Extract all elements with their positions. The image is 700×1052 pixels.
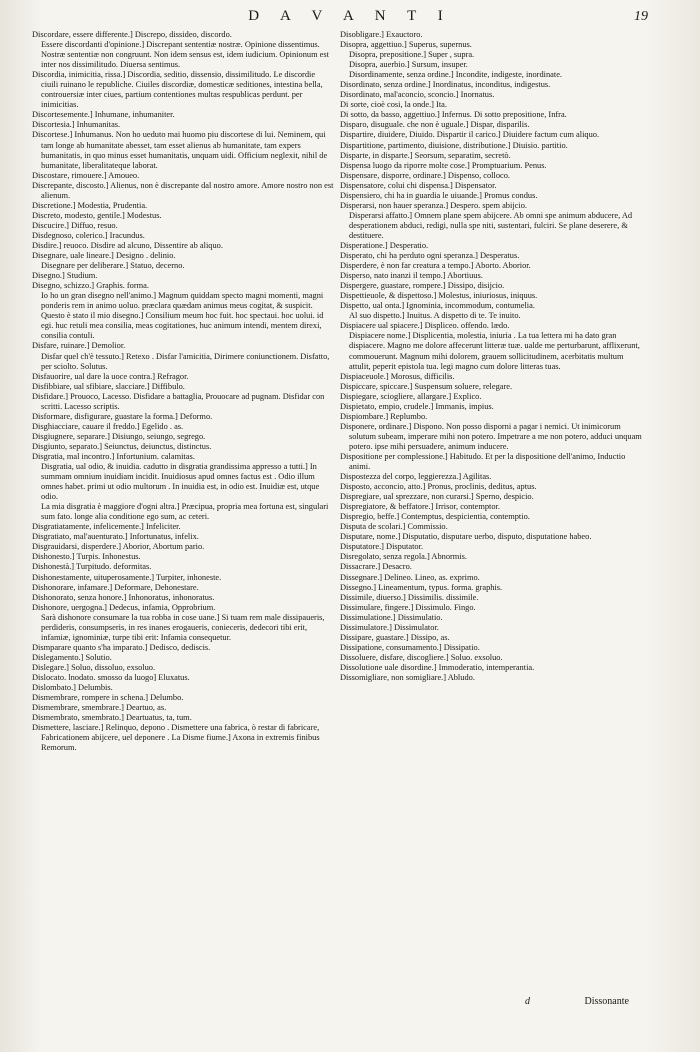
dictionary-entry: Discordare, essere differente.] Discrepo, dissideo, discordo. <box>32 30 232 39</box>
dictionary-entry: Essere discordanti d'opinione.] Discrepant sententiæ nostræ. Opinione dissentimus. Nostræ sententiæ non congruunt. Non idem sensus est, idem iudicium. Opinionum est inter nos dissimilitudo. Diuersa sentimus. <box>41 40 329 70</box>
dictionary-entry: Disopra, auerbio.] Sursum, insuper. <box>349 60 468 70</box>
dictionary-entry: Dissomigliare, non somigliare.] Abludo. <box>340 673 475 682</box>
dictionary-entry: Discortesia.] Inhumanitas. <box>32 120 121 130</box>
dictionary-entry: Disfar quel ch'è tessuto.] Retexo . Disfar l'amicitia, Dirimere coniunctionem. Disfatto, per sciolto. Solutus. <box>41 351 330 371</box>
dictionary-entry: Discrepante, discosto.] Alienus, non è discrepante dal nostro amore. Amore nostro non est alienum. <box>32 180 334 200</box>
dictionary-entry: Disghiacciare, cauare il freddo.] Egelido . as. <box>32 421 184 431</box>
dictionary-entry: Dissimulatore.] Dissimulator. <box>340 622 439 632</box>
running-title: D A V A N T I <box>248 8 452 24</box>
dictionary-entry: Discortese.] Inhumanus. Non ho ueduto mai huomo piu discortese di lui. Neminem, qui tam longe ab humanitate abesset, tam esset alienus ab humanitate, tam expers humanitatis, in quo minus esset humanitatis, unquam uidi. Officium neglexit, nihil de humanitate, liberalitateque laborat. <box>32 130 328 170</box>
dictionary-entry: Disperatione.] Desperatio. <box>340 240 429 250</box>
dictionary-entry: Dishonesto.] Turpis. Inhonestus. <box>32 552 141 562</box>
dictionary-entry: Dispiacere nome.] Displicentia, molestia, iniuria . La tua lettera mi ha dato gran dispiacere. Magno me dolore affecerunt litteræ tuæ. ualde me perturbarunt, afflixerunt, commouerunt. Magnum mihi dolorem, grauem sollicitudinem, acerbitatis multum attulit, peperit epistola tua. legi magno cum dolore litteras tuas. <box>349 331 640 371</box>
dictionary-entry: Dishonorato, senza honore.] Inhonoratus, inhonoratus. <box>32 592 215 602</box>
dictionary-entry: Disegnare per deliberare.] Statuo, decerno. <box>41 261 185 271</box>
dictionary-entry: Dispiegare, sciogliere, allargare.] Explico. <box>340 391 482 401</box>
dictionary-entry: Dissimile, diuerso.] Dissimilis. dissimile. <box>340 592 479 602</box>
dictionary-entry: Dispiccare, spiccare.] Suspensum soluere, relegare. <box>340 381 513 391</box>
dictionary-entry: Dispregio, beffe.] Contemptus, despicientia, contemptio. <box>340 512 530 522</box>
dictionary-entry: Dismembrare, rompere in schena.] Delumbo. <box>32 693 184 703</box>
dictionary-entry: Dislocato. lnodato. smosso da luogo] Eluxatus. <box>32 673 190 682</box>
dictionary-entry: Disfauorire, ual dare la uoce contra.] Refragor. <box>32 371 189 381</box>
dictionary-entry: Disregolato, senza regola.] Abnormis. <box>340 552 467 562</box>
dictionary-entry: Disgrauidarsi, disperdere.] Aborior, Abortum pario. <box>32 542 205 552</box>
dictionary-entry: Disordinato, mal'aconcio, sconcio.] Inornatus. <box>340 90 495 100</box>
dictionary-entry: Dissegno.] Lineamentum, typus. forma. graphis. <box>340 582 503 592</box>
dictionary-entry: Disformare, disfigurare, guastare la forma.] Deformo. <box>32 411 213 421</box>
dictionary-entry: Al suo dispetto.] Inuitus. A dispetto di te. Te inuito. <box>349 311 521 321</box>
dictionary-entry: Dispietato, empio, crudele.] Immanis, impius. <box>340 401 494 411</box>
dictionary-entry: Dispiacere ual spiacere.] Displiceo. offendo. lædo. <box>340 321 510 331</box>
dictionary-entry: Disgratia, mal incontro.] Infortunium. calamitas. <box>32 451 195 461</box>
dictionary-entry: Discucire.] Diffuo, resuo. <box>32 220 118 230</box>
dictionary-entry: Di sorte, cioè cosi, la onde.] Ita. <box>340 100 447 110</box>
dictionary-entry: Questo è stato il mio disegno.] Consilium meum hoc fuit. hoc spectaui. hoc uolui. id egi. huc retuli mea consilia, meas cogitationes, huc animum intendi, mentem direxi, consilia contuli. <box>41 311 324 341</box>
dictionary-entry: Dispartitione, partimento, diuisione, distributione.] Diuisio. partitio. <box>340 140 568 150</box>
dictionary-entry: Disgiunto, separato.] Seiunctus, deiunctus, distinctus. <box>32 441 212 451</box>
dictionary-entry: Disparte, in disparte.] Seorsum, separatim, secretò. <box>340 150 511 160</box>
dictionary-entry: Dishonore, uergogna.] Dedecus, infamia, Opprobrium. <box>32 602 216 612</box>
dictionary-entry: Dismembrato, smembrato.] Deartuatus, ta, tum. <box>32 713 192 723</box>
dictionary-entry: Disperato, chi ha perduto ogni speranza.] Desperatus. <box>340 251 520 261</box>
dictionary-entry: Disperarsi, non hauer speranza.] Despero. spem abijcio. <box>340 200 527 210</box>
right-column <box>340 30 642 683</box>
dictionary-entry: Disperso, nato inanzi il tempo.] Abortiuus. <box>340 271 483 281</box>
dictionary-entry: Dissipatione, consumamento.] Dissipatio. <box>340 642 480 652</box>
dictionary-entry: Disdire.] reuoco. Disdire ad alcuno, Dissentire ab aliquo. <box>32 240 223 250</box>
dictionary-entry: Disegnare, uale lineare.] Designo . delinio. <box>32 251 176 261</box>
dictionary-entry: Disordinamente, senza ordine.] Incondite, indigeste, inordinate. <box>349 70 563 80</box>
signature-mark: d <box>525 996 530 1007</box>
dictionary-entry: Disputatore.] Disputator. <box>340 542 424 552</box>
dictionary-entry: Disperdere, è non far creatura a tempo.] Aborto. Aborior. <box>340 261 531 271</box>
dictionary-entry: Dispartire, diuidere, Diuido. Dispartir il carico.] Diuidere factum cum aliquo. <box>340 130 600 140</box>
dictionary-entry: Disfare, ruinare.] Demolior. <box>32 341 126 351</box>
dictionary-entry: Dispiombare.] Replumbo. <box>340 411 428 421</box>
dictionary-entry: Disponere, ordinare.] Dispono. Non posso disporni a pagar i nemici. Ut inimicorum solutum subeam, imperare mihi non potero. Impetrare a me non potero, adduci unquam potero. ipse mihi persuadere, animum inducere. <box>340 421 642 451</box>
dictionary-entry: Dismparare quanto s'ha imparato.] Dedisco, dediscis. <box>32 642 211 652</box>
dictionary-entry: Dishonestà.] Turpitudo. deformitas. <box>32 562 152 572</box>
dictionary-entry: Dispettieuole, & dispettoso.] Molestus, iniuriosus, iniquus. <box>340 291 538 301</box>
dictionary-entry: Dispetto, ual onta.] Ignominia, incommodum, contumelia. <box>340 301 535 311</box>
page-number: 19 <box>634 9 648 24</box>
dictionary-entry: Disgratiato, mal'auenturato.] Infortunatus, infelix. <box>32 532 199 542</box>
dictionary-entry: Io ho un gran disegno nell'animo.] Magnum quiddam specto magni momenti, magni ponderis rem in animo uoluo. præclara quædam animus meus cogitat, & suspicit. <box>41 291 324 311</box>
catchwords <box>525 996 629 1007</box>
dictionary-entry: Discortesemente.] Inhumane, inhumaniter. <box>32 110 175 120</box>
dictionary-entry: Sarà dishonore consumare la tua robba in cose uane.] Si tuam rem male dissipaueris, perdideris, consumpseris, in res inanes erogaueris, conieceris, dedecori tibi erit, infamiæ, ignominiæ, turpe tibi erit: Infamia consequetur. <box>41 612 325 642</box>
dictionary-entry: Disputa de scolari.] Commissio. <box>340 522 448 532</box>
dictionary-entry: Disobligare.] Exauctoro. <box>340 30 423 39</box>
dictionary-entry: Dismembrare, smembrare.] Deartuo, as. <box>32 703 167 713</box>
dictionary-entry: Dislegare.] Soluo, dissoluo, exsoluo. <box>32 662 156 672</box>
dictionary-entry: Dissimulare, fingere.] Dissimulo. Fingo. <box>340 602 476 612</box>
catchword: Dissonante <box>584 996 629 1007</box>
dictionary-entry: Discordia, inimicitia, rissa.] Discordia, seditio, dissensio, dissimilitudo. Le discordie ciuili ruinano le republiche. Ciuiles discordiæ, domesticæ seditiones, intestina bella, controuersiæ inter ciues, partium contentiones multas respublicas perdunt. per inimicitias. <box>32 70 323 110</box>
dictionary-entry: Dissimulatione.] Dissimulatio. <box>340 612 443 622</box>
dictionary-entry: Dishonorare, infamare.] Deformare, Dehonestare. <box>32 582 199 592</box>
dictionary-entry: Di sotto, da basso, aggettiuo.] Infernus. Di sotto prepositione, Infra. <box>340 110 567 120</box>
dictionary-entry: Dispiaceuole.] Morosus, difficilis. <box>340 371 455 381</box>
dictionary-entry: Disdegnoso, colerico.] Iracundus. <box>32 230 145 240</box>
dictionary-entry: Dispergere, guastare, rompere.] Dissipo, disijcio. <box>340 281 505 291</box>
dictionary-entry: Discreto, modesto, gentile.] Modestus. <box>32 210 162 220</box>
dictionary-entry: Disegno.] Studium. <box>32 271 98 281</box>
dictionary-entry: Disgiugnere, separare.] Disiungo, seiungo, segrego. <box>32 431 206 441</box>
dictionary-entry: Dissegnare.] Delineo. Lineo, as. exprimo. <box>340 572 480 582</box>
dictionary-entry: Disordinato, senza ordine.] Inordinatus, inconditus, indigestus. <box>340 80 551 90</box>
dictionary-entry: Dissoluere, disfare, discogliere.] Soluo. exsoluo. <box>340 652 503 662</box>
dictionary-entry: Disegno, schizzo.] Graphis. forma. <box>32 281 149 291</box>
dictionary-entry: Discretione.] Modestia, Prudentia. <box>32 200 148 210</box>
dictionary-entry: Disgratia, ual odio, & inuidia. cadutto in disgratia grandissima appresso a tutti.] In summam omnium inuidiam incidit. Inuidiosus apud omnes factus est . Odio illum omnes habet. primi ut odio multorum . In inuidia est, in odio est. Inuidiæ est, utque odio. <box>41 462 320 502</box>
left-column <box>32 30 334 753</box>
dictionary-entry: Disparo, disuguale. che non è uguale.] Dispar, disparilis. <box>340 120 530 130</box>
dictionary-entry: Disperarsi affatto.] Omnem plane spem abijcere. Ab omni spe animum abducere, Ad desperationem abduci, redigi, nulla spe niti, sustentari, fulciri. Se plane deserere, & destituere. <box>349 210 633 240</box>
dictionary-entry: La mia disgratia è maggiore d'ogni altra.] Præcipua, propria mea fortuna est, singulari sum fato. longe alia conditione ego sum, ac ceteri. <box>41 502 329 522</box>
dictionary-entry: Disgratiatamente, infelicemente.] Infeliciter. <box>32 522 181 532</box>
dictionary-entry: Dispregiare, ual sprezzare, non curarsi.] Sperno, despicio. <box>340 492 534 502</box>
dictionary-entry: Dispensatore, colui chi dispensa.] Dispensator. <box>340 180 497 190</box>
dictionary-entry: Disposto, acconcio, atto.] Pronus, proclinis, deditus, aptus. <box>340 482 537 492</box>
dictionary-entry: Dismettere, lasciare.] Relinquo, depono . Dismettere una fabrica, ò restar di fabricare, Fabricationem abijcere, uel deponere . La Disme fiume.] Axona in extremis finibus Remorum. <box>32 723 320 753</box>
dictionary-entry: Dispensare, disporre, ordinare.] Dispenso, colloco. <box>340 170 511 180</box>
dictionary-entry: Dishonestamente, uituperosamente.] Turpiter, inhoneste. <box>32 572 222 582</box>
dictionary-entry: Dissolutione uale disordine.] Immoderatio, intemperantia. <box>340 662 535 672</box>
dictionary-entry: Dissipare, guastare.] Dissipo, as. <box>340 632 450 642</box>
dictionary-entry: Dispostezza del corpo, leggierezza.] Agilitas. <box>340 472 492 482</box>
dictionary-entry: Disputare, nome.] Disputatio, disputare uerbo, disputo, disputatione habeo. <box>340 532 592 542</box>
dictionary-entry: Dissacrare.] Desacro. <box>340 562 412 572</box>
dictionary-entry: Discostare, rimouere.] Amoueo. <box>32 170 140 180</box>
dictionary-entry: Disfibbiare, ual sfibiare, slacciare.] Diffibulo. <box>32 381 185 391</box>
dictionary-entry: Disopra, aggettiuo.] Superus, supernus. <box>340 40 472 50</box>
dictionary-entry: Dispregiatore, & beffatore.] Irrisor, contemptor. <box>340 502 500 512</box>
dictionary-entry: Dispositione per complessione.] Habitudo. Et per la dispositione dell'animo, Inductio animi. <box>340 451 626 472</box>
dictionary-entry: Dislombato.] Delumbis. <box>32 683 113 693</box>
running-head <box>0 8 700 26</box>
dictionary-entry: Dislegamento.] Solutio. <box>32 652 112 662</box>
dictionary-entry: Disopra, prepositione.] Super , supra. <box>349 50 475 60</box>
dictionary-entry: Dispensiero, chi ha in guardia le uiuande.] Promus condus. <box>340 190 538 200</box>
dictionary-entry: Dispensa luogo da riporre molte cose.] Promptuarium. Penus. <box>340 160 547 170</box>
dictionary-entry: Disfidare.] Prouoco, Lacesso. Disfidare a battaglia, Prouocare ad pugnam. Disfidar con scritti. Lacesso scriptis. <box>32 391 325 411</box>
